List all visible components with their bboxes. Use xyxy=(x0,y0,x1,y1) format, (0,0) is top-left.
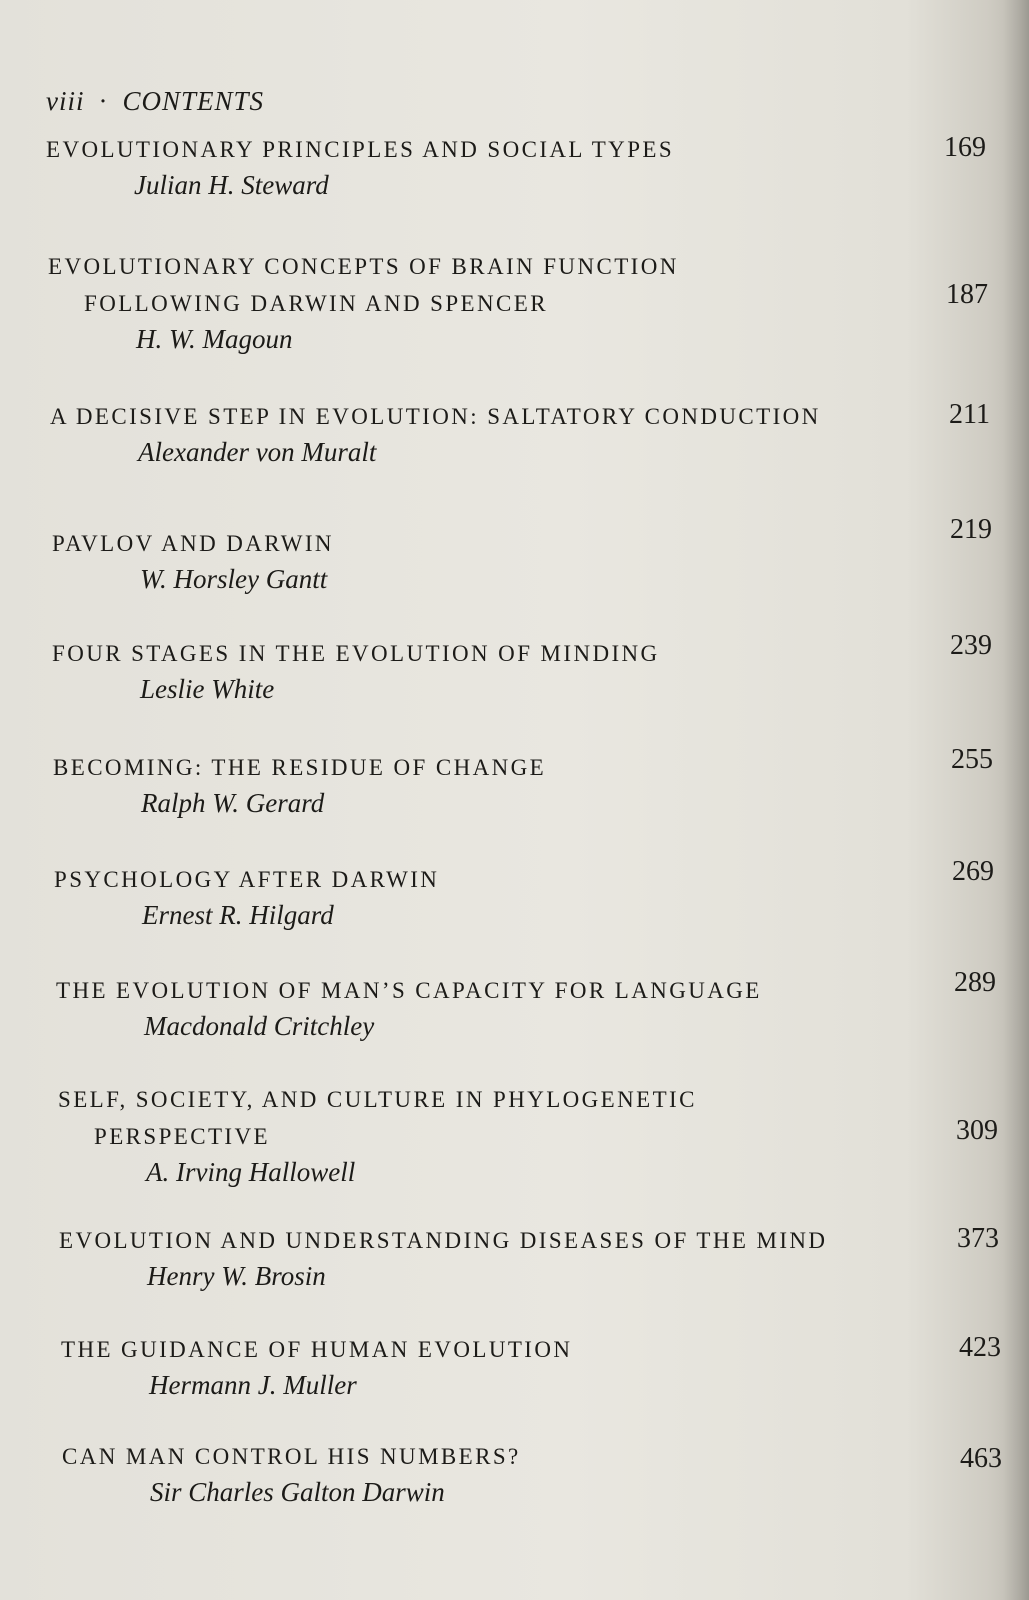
entry-title: EVOLUTIONARY CONCEPTS OF BRAIN FUNCTION FOLLOWING DARWIN AND SPENCER xyxy=(48,254,679,316)
entry-author: W. Horsley Gantt xyxy=(140,564,328,594)
entry-page-number: 269 xyxy=(952,856,994,887)
folio-number: viii xyxy=(46,86,85,116)
entry-author: Ernest R. Hilgard xyxy=(142,900,334,930)
toc-entry xyxy=(48,248,988,356)
entry-page-number: 169 xyxy=(944,132,986,163)
entry-author: Sir Charles Galton Darwin xyxy=(150,1477,445,1507)
toc-entry xyxy=(52,630,992,706)
entry-title: PSYCHOLOGY AFTER DARWIN xyxy=(54,867,440,892)
entry-page-number: 219 xyxy=(950,514,992,545)
entry-author: H. W. Magoun xyxy=(136,324,293,354)
toc-entry xyxy=(52,514,992,596)
running-title: CONTENTS xyxy=(122,86,265,116)
entry-title: FOUR STAGES IN THE EVOLUTION OF MINDING xyxy=(52,641,660,666)
entry-title: EVOLUTIONARY PRINCIPLES AND SOCIAL TYPES xyxy=(46,137,675,162)
toc-entry xyxy=(54,856,994,932)
entry-author: Leslie White xyxy=(140,674,275,704)
entry-author: Macdonald Critchley xyxy=(144,1011,375,1041)
entry-page-number: 373 xyxy=(957,1223,999,1254)
entry-page-number: 255 xyxy=(951,744,993,775)
entry-title: EVOLUTION AND UNDERSTANDING DISEASES OF THE MIND xyxy=(59,1228,828,1253)
entry-page-number: 423 xyxy=(959,1332,1001,1363)
entry-page-number: 187 xyxy=(946,279,988,310)
entry-author: Julian H. Steward xyxy=(134,170,329,200)
entry-page-number: 239 xyxy=(950,630,992,661)
entry-page-number: 463 xyxy=(960,1443,1002,1474)
entry-page-number: 309 xyxy=(956,1115,998,1146)
entry-author: Alexander von Muralt xyxy=(138,437,377,467)
entry-title: THE EVOLUTION OF MAN’S CAPACITY FOR LANGUAGE xyxy=(56,978,762,1003)
toc-entry xyxy=(53,744,993,820)
toc-entry xyxy=(56,967,996,1043)
entry-page-number: 289 xyxy=(954,967,996,998)
entry-page-number: 211 xyxy=(949,399,990,430)
running-header xyxy=(46,86,264,117)
entry-title: CAN MAN CONTROL HIS NUMBERS? xyxy=(62,1444,521,1469)
entry-title: A DECISIVE STEP IN EVOLUTION: SALTATORY CONDUCTION xyxy=(50,404,821,429)
entry-author: A. Irving Hallowell xyxy=(146,1157,356,1187)
entry-author: Ralph W. Gerard xyxy=(141,788,325,818)
entry-title: THE GUIDANCE OF HUMAN EVOLUTION xyxy=(61,1337,573,1362)
entry-author: Hermann J. Muller xyxy=(149,1370,357,1400)
toc-entry xyxy=(59,1222,999,1293)
entry-title: PAVLOV AND DARWIN xyxy=(52,531,334,556)
entry-title: SELF, SOCIETY, AND CULTURE IN PHYLOGENETIC PERSPECTIVE xyxy=(58,1087,697,1149)
toc-entry xyxy=(61,1331,1001,1402)
entry-author: Henry W. Brosin xyxy=(147,1261,326,1291)
header-separator: · xyxy=(98,86,109,116)
toc-entry xyxy=(50,398,990,469)
toc-entry xyxy=(46,131,986,202)
toc-entry xyxy=(62,1438,1002,1509)
toc-entry xyxy=(58,1081,998,1189)
entry-title: BECOMING: THE RESIDUE OF CHANGE xyxy=(53,755,547,780)
